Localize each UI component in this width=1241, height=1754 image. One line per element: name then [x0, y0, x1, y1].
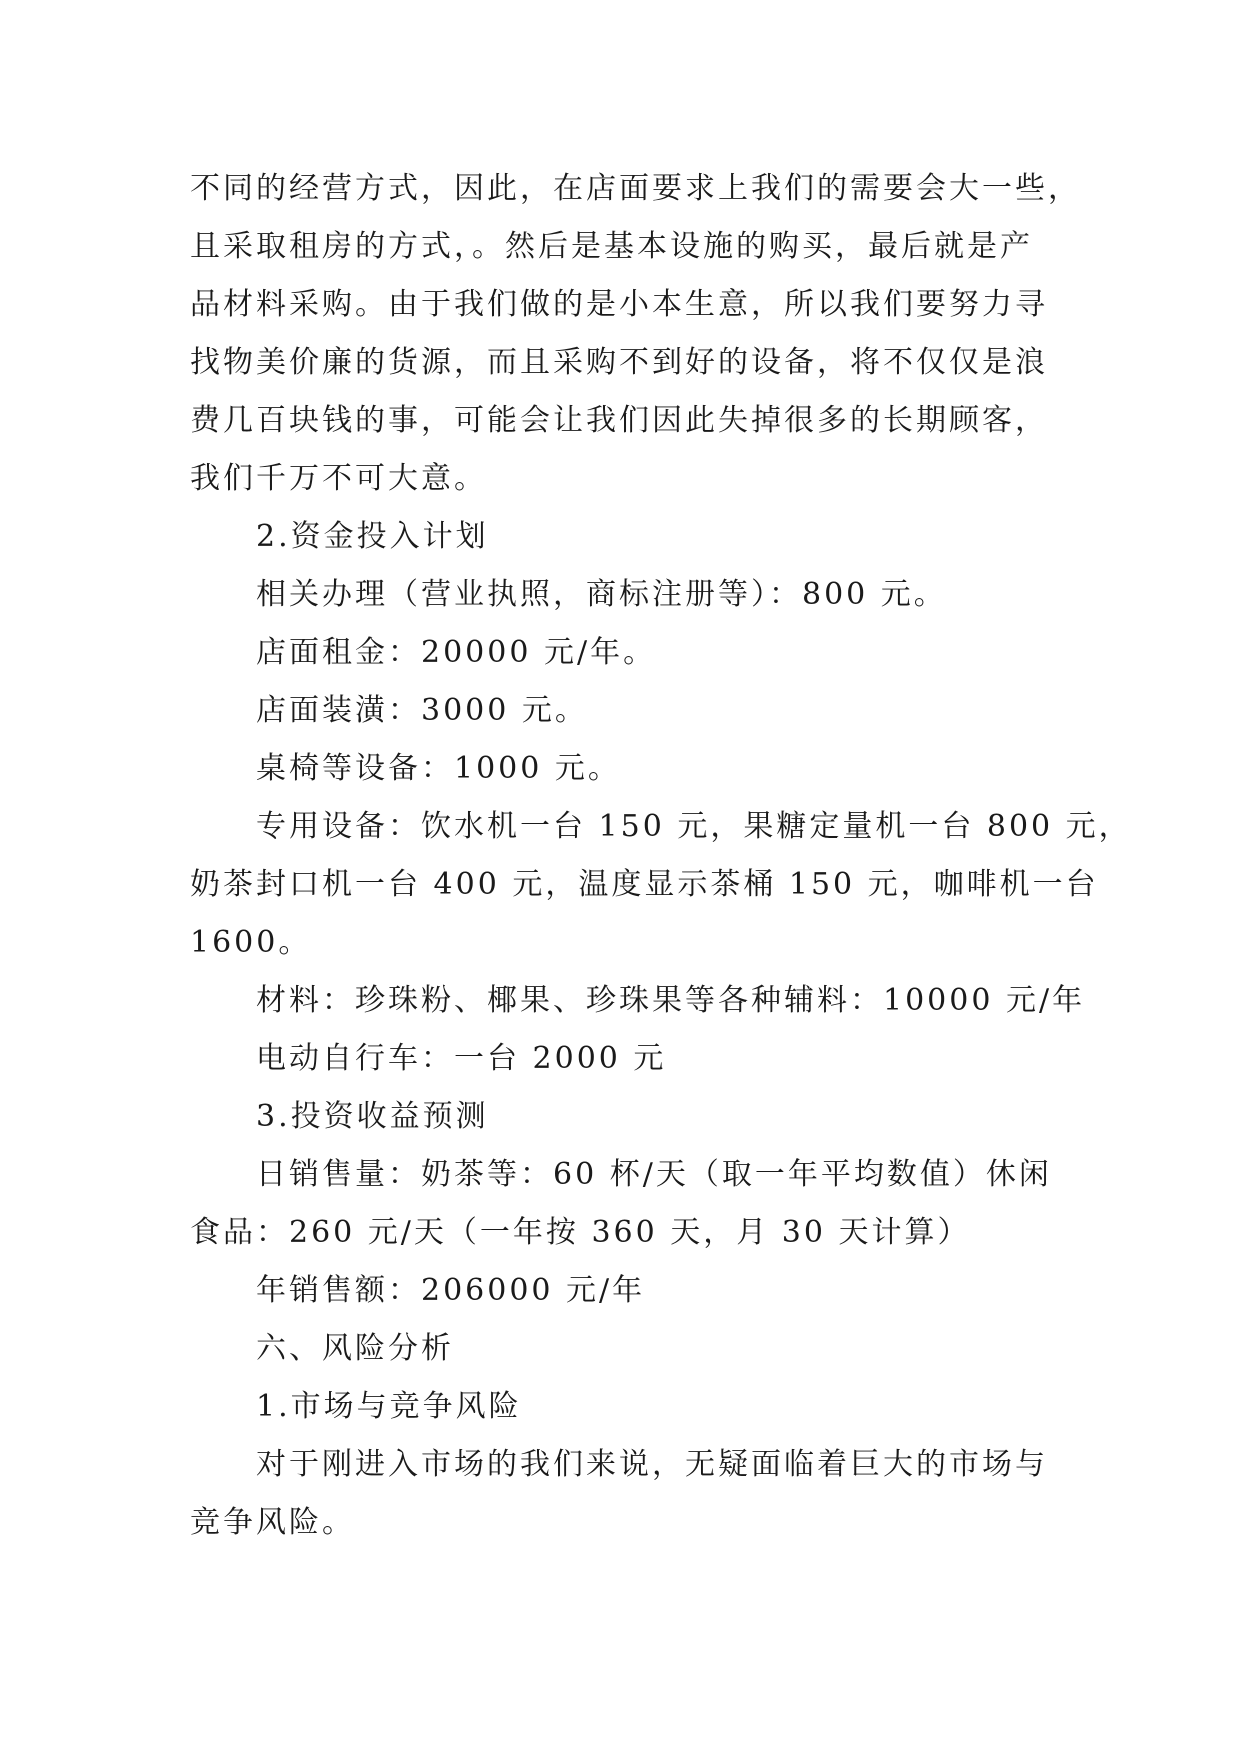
budget-item-equipment-cont: 奶茶封口机一台 400 元，温度显示茶桶 150 元，咖啡机一台: [190, 867, 1099, 902]
section-heading-market-risk: 1.市场与竞争风险: [256, 1389, 522, 1424]
budget-item-licensing: 相关办理（营业执照，商标注册等）：800 元。: [256, 577, 947, 612]
budget-item-furniture: 桌椅等设备：1000 元。: [256, 751, 621, 786]
body-text-line: 我们千万不可大意。: [190, 461, 487, 496]
document-page: [190, 160, 1132, 1552]
forecast-daily-sales: 日销售量：奶茶等：60 杯/天（取一年平均数值）休闲: [256, 1157, 1052, 1192]
section-heading-funding-plan: 2.资金投入计划: [256, 519, 489, 554]
budget-item-ebike: 电动自行车：一台 2000 元: [256, 1041, 667, 1076]
body-text-line: 且采取租房的方式，。然后是基本设施的购买，最后就是产: [190, 229, 1033, 264]
budget-item-rent: 店面租金：20000 元/年。: [256, 635, 657, 670]
body-text-line: 费几百块钱的事，可能会让我们因此失掉很多的长期顾客，: [190, 403, 1048, 438]
forecast-annual-sales: 年销售额：206000 元/年: [256, 1273, 646, 1308]
body-text-line: 对于刚进入市场的我们来说，无疑面临着巨大的市场与: [256, 1447, 1048, 1482]
budget-item-equipment-cont: 1600。: [190, 925, 312, 960]
body-text-line: 找物美价廉的货源，而且采购不到好的设备，将不仅仅是浪: [190, 345, 1048, 380]
body-text-line: 不同的经营方式，因此，在店面要求上我们的需要会大一些，: [190, 171, 1081, 206]
chapter-heading-risk-analysis: 六、风险分析: [256, 1331, 454, 1366]
section-heading-return-forecast: 3.投资收益预测: [256, 1099, 489, 1134]
budget-item-decoration: 店面装潢：3000 元。: [256, 693, 588, 728]
forecast-daily-sales-cont: 食品：260 元/天（一年按 360 天，月 30 天计算）: [190, 1215, 971, 1250]
body-text-line: 竞争风险。: [190, 1505, 355, 1540]
budget-item-materials: 材料：珍珠粉、椰果、珍珠果等各种辅料：10000 元/年: [256, 983, 1086, 1018]
body-text-line: 品材料采购。由于我们做的是小本生意，所以我们要努力寻: [190, 287, 1048, 322]
budget-item-equipment: 专用设备：饮水机一台 150 元，果糖定量机一台 800 元，: [256, 809, 1132, 844]
